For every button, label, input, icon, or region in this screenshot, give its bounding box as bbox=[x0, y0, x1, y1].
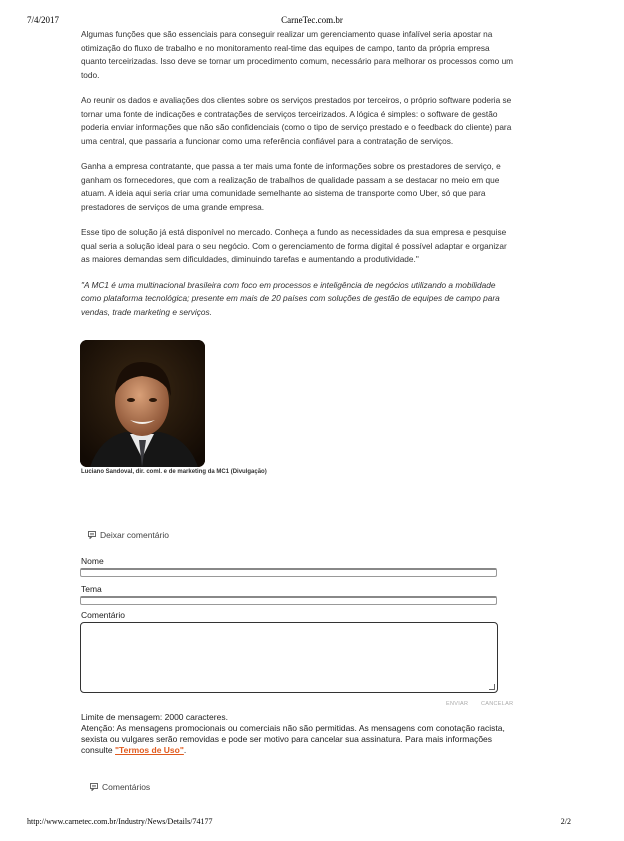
resize-handle-icon[interactable] bbox=[489, 684, 495, 690]
subject-field[interactable] bbox=[80, 596, 497, 605]
article-paragraph: Algumas funções que são essenciais para conseguir realizar um gerenciamento quase infalível seria apostar na otimização do fluxo de trabalho e no monitoramento real-time das equipes de campo, tanto da própria empresa quanto terceirizadas. Isso deve se tornar um procedimento comum, necessário para melhorar os processos como um todo. bbox=[81, 29, 514, 80]
warning-end: . bbox=[183, 745, 187, 755]
author-photo bbox=[80, 340, 205, 467]
comment-textarea[interactable] bbox=[80, 622, 498, 693]
leave-comment-label: Deixar comentário bbox=[100, 530, 169, 540]
warning-body: Atenção: As mensagens promocionais ou comerciais não são permitidas. As mensagens com conotação racista, sexista ou vulgares serão removidas e pode ser motivo para cancelar sua assinatura. Para mais informações consulte bbox=[81, 723, 505, 755]
print-site-title: CarneTec.com.br bbox=[281, 15, 343, 25]
article-paragraph: Ganha a empresa contratante, que passa a ter mais uma fonte de informações sobre os prestadores de serviço, e ganham os fornecedores, que com a realização de trabalhos de qualidade passam a se destacar no meio em que atuam. A ideia aqui seria criar uma comunidade semelhante ao sistema de transporte como Uber, só que para prestadores de serviços de uma grande empresa. bbox=[81, 161, 501, 212]
article-paragraph: Esse tipo de solução já está disponível no mercado. Conheça a fundo as necessidades da sua empresa e pesquise qual seria a solução ideal para o seu negócio. Com o gerenciamento de forma digital é possível adaptar e organizar as maiores demandas sem dificuldades, diminuindo tarefas e aumentando a produtividade." bbox=[81, 227, 507, 264]
article-quote: "A MC1 é uma multinacional brasileira com foco em processos e inteligência de negócios utilizando a mobilidade como plataforma tecnológica; presente em mais de 20 países com soluções de gestão de equipes de campo para vendas, trade marketing e serviços. bbox=[81, 279, 500, 317]
comments-section-header[interactable] bbox=[90, 782, 150, 792]
photo-caption: Luciano Sandoval, dir. coml. e de marketing da MC1 (Divulgação) bbox=[81, 469, 267, 475]
send-button[interactable]: ENVIAR bbox=[446, 701, 469, 707]
article-paragraph: Ao reunir os dados e avaliações dos clientes sobre os serviços prestados por terceiros, o próprio software poderia se tornar uma fonte de indicações e contratações de serviços terceirizados. A lógica é simples: o software de gestão poderia enviar informações que não são confidenciais (como o tipo de serviço prestado e o feedback do cliente) para uma central, que passaria a funcionar como uma referência confiável para a contratação de serviços. bbox=[81, 95, 512, 146]
terms-of-use-link[interactable]: "Termos de Uso" bbox=[115, 745, 184, 755]
print-date: 7/4/2017 bbox=[27, 15, 60, 25]
cancel-button[interactable]: CANCELAR bbox=[481, 701, 514, 707]
print-page-number: 2/2 bbox=[560, 817, 571, 826]
name-field[interactable] bbox=[80, 568, 497, 577]
comment-label: Comentário bbox=[81, 610, 125, 620]
comment-bubble-icon bbox=[88, 531, 96, 539]
comments-bubble-icon bbox=[90, 783, 98, 791]
comments-label: Comentários bbox=[102, 782, 151, 792]
portrait-image bbox=[80, 340, 205, 467]
name-label: Nome bbox=[81, 556, 104, 566]
leave-comment-header[interactable] bbox=[88, 530, 169, 540]
warning-text bbox=[81, 723, 521, 756]
message-limit-text: Limite de mensagem: 2000 caracteres. bbox=[81, 712, 228, 722]
article-body bbox=[81, 28, 517, 331]
subject-label: Tema bbox=[81, 584, 102, 594]
message-notice bbox=[81, 712, 521, 756]
print-url: http://www.carnetec.com.br/Industry/News/Details/74177 bbox=[27, 817, 213, 826]
